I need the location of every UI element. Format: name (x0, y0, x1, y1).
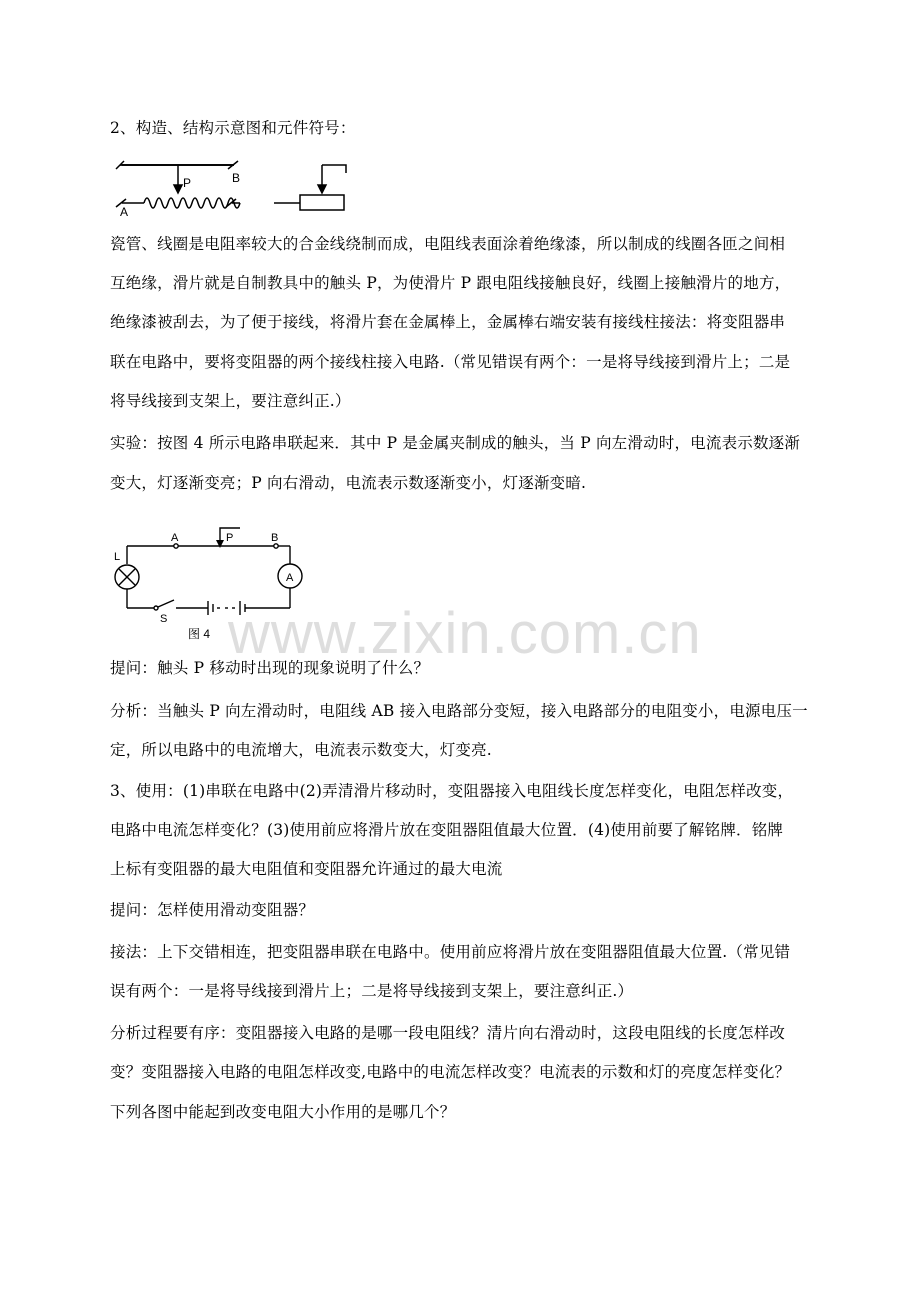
para1-line-1: 瓷管、线圈是电阻率较大的合金线绕制而成，电阻线表面涂着绝缘漆，所以制成的线圈各匝之间相 (110, 235, 786, 253)
analysis1-line-2: 定，所以电路中的电流增大，电流表示数变大，灯变亮. (110, 741, 492, 759)
method-line-1: 接法：上下交错相连，把变阻器串联在电路中。使用前应将滑片放在变阻器阻值最大位置.（常见错 (110, 943, 791, 961)
fig1-label-a: A (120, 205, 129, 217)
analysis2-line-1: 分析过程要有序：变阻器接入电路的是哪一段电阻线？清片向右滑动时，这段电阻线的长度怎样改 (110, 1024, 786, 1042)
watermark: www.zixin.com.cn (228, 601, 702, 666)
para1-line-4: 联在电路中，要将变阻器的两个接线柱接入电路.（常见错误有两个：一是将导线接到滑片上；二是 (110, 353, 791, 371)
section3-line-2: 电路中电流怎样变化？(3)使用前应将滑片放在变阻器阻值最大位置．(4)使用前要了解铭牌．铭牌 (110, 821, 784, 839)
para2-line-2: 变大，灯逐渐变亮；P 向右滑动，电流表示数逐渐变小，灯逐渐变暗. (110, 474, 587, 492)
para1-line-3: 绝缘漆被刮去，为了便于接线，将滑片套在金属棒上，金属棒右端安装有接线柱接法：将变阻器串 (110, 313, 786, 331)
method-line-2: 误有两个：一是将导线接到滑片上；二是将导线接到支架上，要注意纠正.） (110, 982, 634, 1000)
para2-line-1: 实验：按图 4 所示电路串联起来．其中 P 是金属夹制成的触头，当 P 向左滑动时，电流表示数逐渐 (110, 434, 801, 452)
analysis2-line-3: 下列各图中能起到改变电阻大小作用的是哪几个？ (110, 1103, 456, 1121)
para1-line-5: 将导线接到支架上，要注意纠正.） (110, 392, 351, 410)
fig4-label-s: S (160, 613, 168, 625)
fig4-label-b: B (271, 532, 279, 544)
fig4-caption: 图 4 (188, 627, 211, 641)
rheostat-structure-diagram (108, 155, 358, 217)
fig4-label-a: A (171, 532, 179, 544)
question-1: 提问：触头 P 移动时出现的现象说明了什么？ (110, 659, 430, 677)
section3-line-1: 3、使用：(1)串联在电路中(2)弄清滑片移动时，变阻器接入电阻线长度怎样变化，电阻怎样改变， (110, 782, 794, 800)
section-2-heading: 2、构造、结构示意图和元件符号： (110, 119, 356, 137)
fig4-label-l: L (114, 551, 121, 563)
fig4-label-p: P (226, 532, 234, 544)
fig1-label-p: P (183, 176, 192, 190)
ammeter-symbol: A (286, 572, 294, 584)
analysis2-line-2: 变？变阻器接入电路的电阻怎样改变,电路中的电流怎样改变？电流表的示数和灯的亮度怎样变化？ (110, 1063, 791, 1081)
section3-line-3: 上标有变阻器的最大电阻值和变阻器允许通过的最大电流 (110, 860, 503, 878)
fig1-label-b: B (232, 171, 241, 185)
analysis1-line-1: 分析：当触头 P 向左滑动时，电阻线 AB 接入电路部分变短，接入电路部分的电阻变小，电源电压一 (110, 702, 808, 720)
question-2: 提问：怎样使用滑动变阻器？ (110, 901, 315, 919)
para1-line-2: 互绝缘，滑片就是自制教具中的触头 P，为使滑片 P 跟电阻线接触良好，线圈上接触滑片的地方， (110, 274, 791, 292)
